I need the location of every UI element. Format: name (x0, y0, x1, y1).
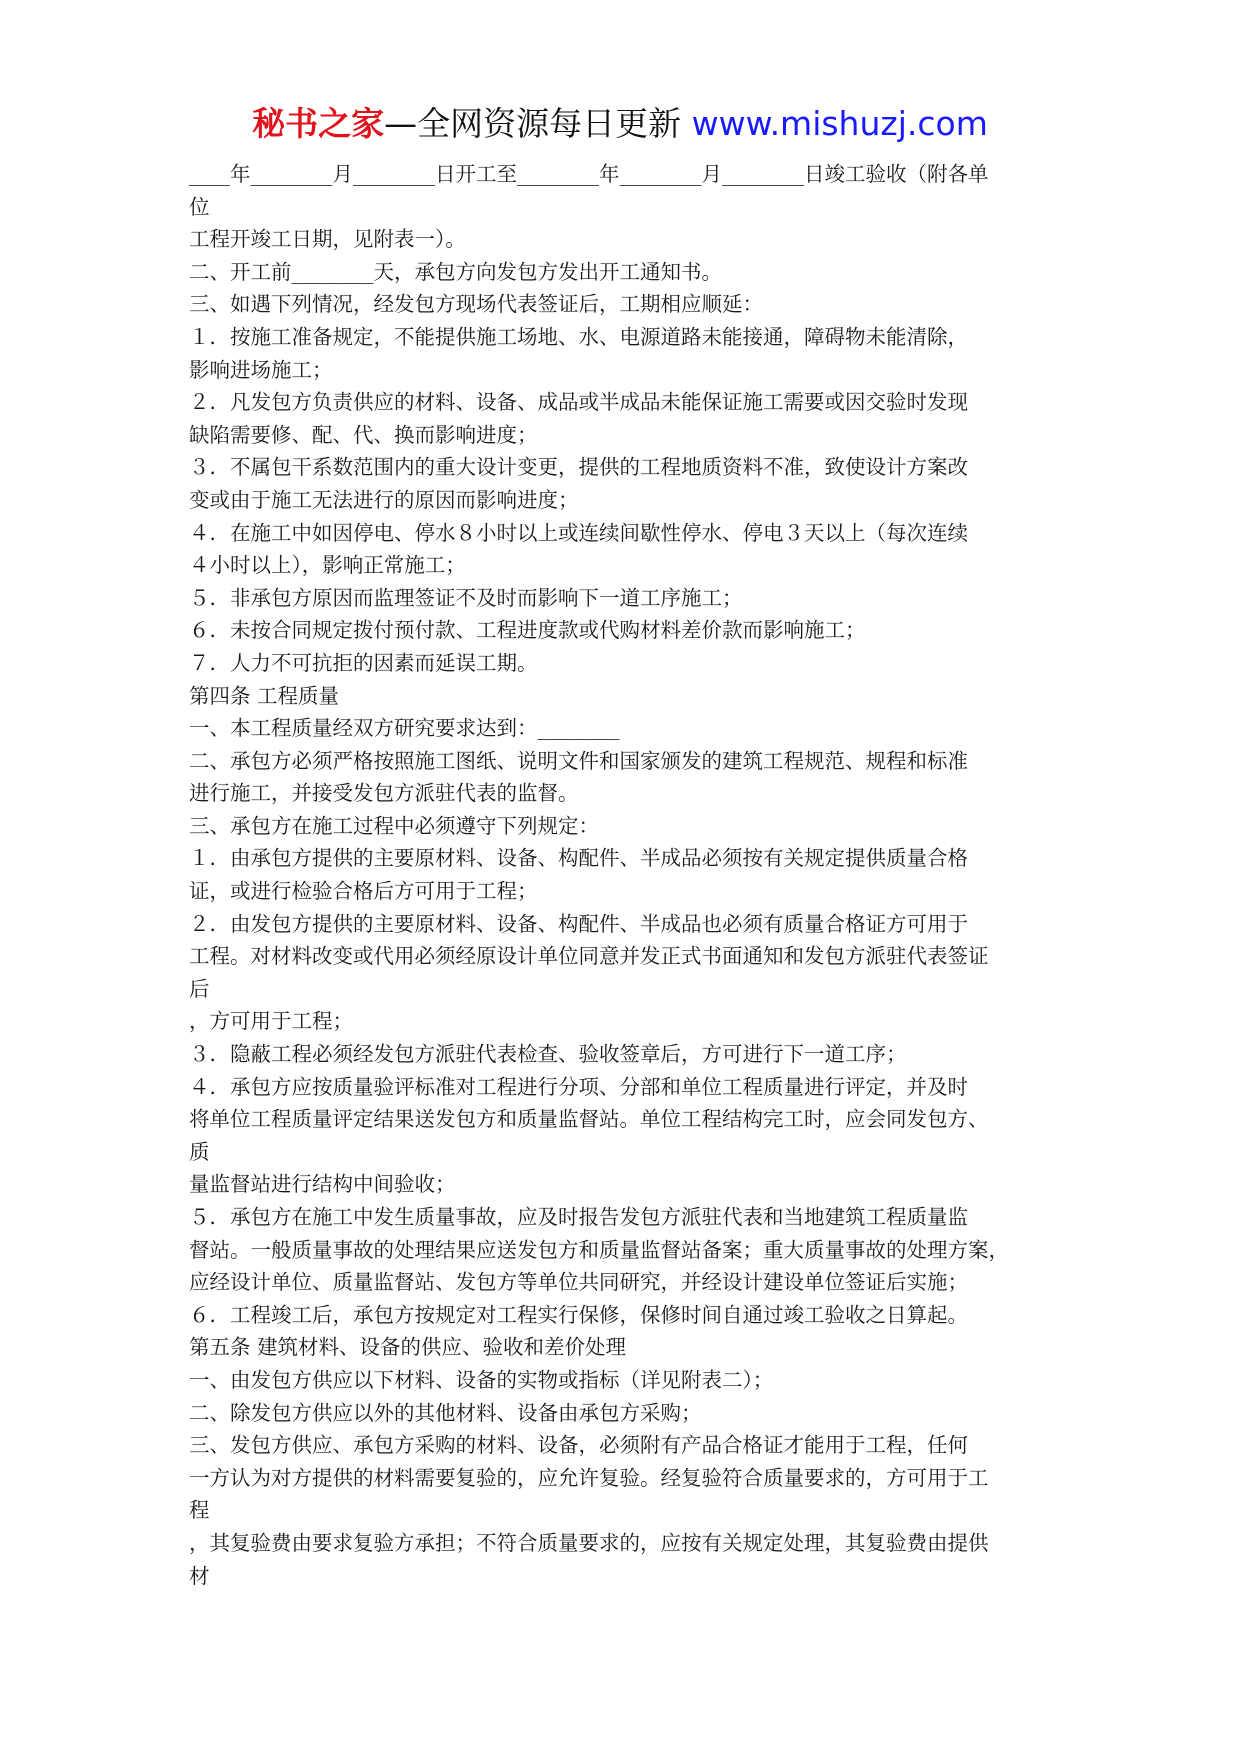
text-line: ２．凡发包方负责供应的材料、设备、成品或半成品未能保证施工需要或因交验时发现 (189, 390, 968, 415)
text-line: 一方认为对方提供的材料需要复验的，应允许复验。经复验符合质量要求的，方可用于工 (189, 1465, 989, 1490)
text-line: ３．隐蔽工程必须经发包方派驻代表检查、验收签章后，方可进行下一道工序； (189, 1042, 907, 1067)
text-line: 一、本工程质量经双方研究要求达到：________ (189, 716, 620, 741)
text-line: 影响进场施工； (189, 357, 333, 382)
text-line: ５．承包方在施工中发生质量事故，应及时报告发包方派驻代表和当地建筑工程质量监 (189, 1205, 968, 1229)
text-line: ５．非承包方原因而监理签证不及时而影响下一道工序施工； (189, 585, 743, 610)
text-line: 工程开竣工日期，见附表一）。 (189, 227, 466, 252)
text-line: 将单位工程质量评定结果送发包方和质量监督站。单位工程结构完工时，应会同发包方、 (189, 1107, 989, 1132)
text-line: 三、发包方供应、承包方采购的材料、设备，必须附有产品合格证才能用于工程，任何 (189, 1433, 968, 1458)
text-line: 督站。一般质量事故的处理结果应送发包方和质量监督站备案；重大质量事故的处理方案， (189, 1237, 1009, 1262)
text-line: １．按施工准备规定，不能提供施工场地、水、电源道路未能接通，障碍物未能清除， (189, 324, 968, 349)
document-body (189, 158, 1069, 1592)
text-line: ４．在施工中如因停电、停水８小时以上或连续间歇性停水、停电３天以上（每次连续 (189, 520, 968, 545)
text-line: 三、如遇下列情况，经发包方现场代表签证后，工期相应顺延： (189, 292, 763, 317)
text-line: 应经设计单位、质量监督站、发包方等单位共同研究，并经设计建设单位签证后实施； (189, 1270, 968, 1295)
text-line: 证，或进行检验合格后方可用于工程； (189, 879, 538, 904)
text-line: 缺陷需要修、配、代、换而影响进度； (189, 422, 538, 447)
text-line: 进行施工，并接受发包方派驻代表的监督。 (189, 781, 579, 806)
text-line: 三、承包方在施工过程中必须遵守下列规定： (189, 813, 599, 838)
text-line: 变或由于施工无法进行的原因而影响进度； (189, 487, 579, 512)
text-line: 质 (189, 1139, 210, 1164)
text-line: 量监督站进行结构中间验收； (189, 1172, 456, 1197)
site-slogan: —全网资源每日更新 (384, 104, 692, 143)
text-line: ，其复验费由要求复验方承担；不符合质量要求的，应按有关规定处理，其复验费由提供 (189, 1530, 989, 1555)
text-line: ，方可用于工程； (189, 1009, 353, 1034)
text-line: 后 (189, 976, 210, 1001)
text-line: ４．承包方应按质量验评标准对工程进行分项、分部和单位工程质量进行评定，并及时 (189, 1074, 968, 1099)
text-line: ４小时以上），影响正常施工； (189, 553, 466, 578)
text-line: 位 (189, 194, 210, 219)
text-line: 一、由发包方供应以下材料、设备的实物或指标（详见附表二）； (189, 1367, 774, 1392)
text-line: ２．由发包方提供的主要原材料、设备、构配件、半成品也必须有质量合格证方可用于 (189, 911, 968, 936)
text-line: ３．不属包干系数范围内的重大设计变更，提供的工程地质资料不准，致使设计方案改 (189, 455, 968, 480)
site-banner (0, 96, 1240, 152)
text-line: 第四条 工程质量 (189, 683, 340, 708)
text-line: 第五条 建筑材料、设备的供应、验收和差价处理 (189, 1335, 627, 1360)
text-line: ６．未按合同规定拨付预付款、工程进度款或代购材料差价款而影响施工； (189, 618, 866, 643)
text-line: ____年________月________日开工至________年________月________日竣工验收（附各单 (189, 162, 989, 186)
text-line: 程 (189, 1498, 210, 1523)
text-line: 二、开工前________天，承包方向发包方发出开工通知书。 (189, 259, 722, 284)
text-line: 工程。对材料改变或代用必须经原设计单位同意并发正式书面通知和发包方派驻代表签证 (189, 944, 989, 969)
text-line: １．由承包方提供的主要原材料、设备、构配件、半成品必须按有关规定提供质量合格 (189, 846, 968, 871)
text-line: 二、除发包方供应以外的其他材料、设备由承包方采购； (189, 1400, 702, 1425)
text-line: 材 (189, 1563, 210, 1588)
text-line: 二、承包方必须严格按照施工图纸、说明文件和国家颁发的建筑工程规范、规程和标准 (189, 748, 968, 773)
text-line: ６．工程竣工后，承包方按规定对工程实行保修，保修时间自通过竣工验收之日算起。 (189, 1302, 968, 1327)
site-brand: 秘书之家 (252, 104, 385, 143)
text-line: ７．人力不可抗拒的因素而延误工期。 (189, 650, 538, 675)
site-url: www.mishuzj.com (691, 104, 988, 143)
